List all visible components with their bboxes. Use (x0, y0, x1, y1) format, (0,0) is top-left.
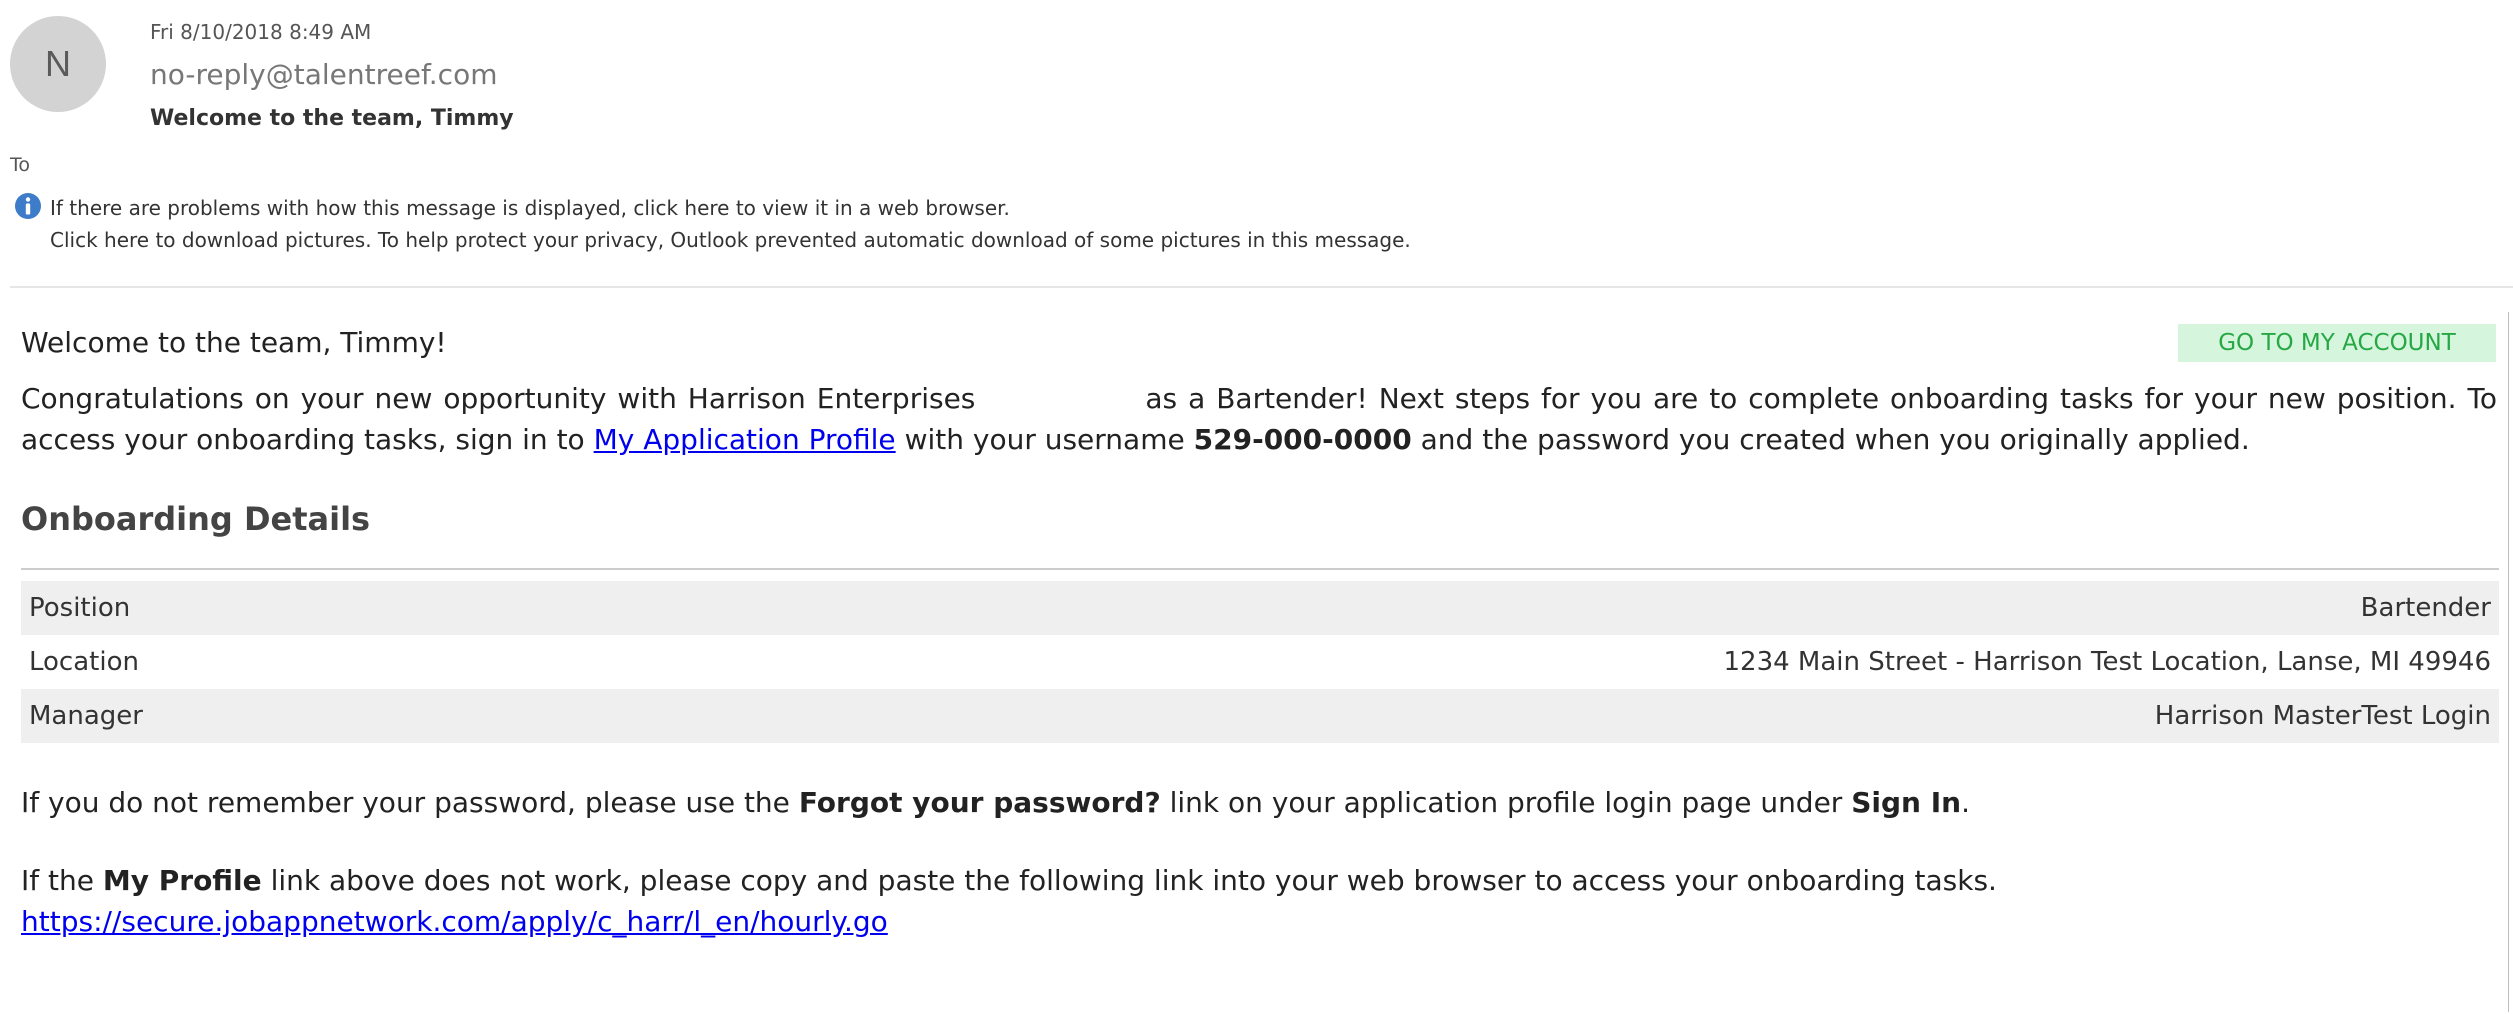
forgot-password-label: Forgot your password? (798, 786, 1161, 819)
greeting-text: Welcome to the team, Timmy! (21, 326, 447, 359)
detail-value: Harrison MasterTest Login (2154, 701, 2491, 731)
message-date: Fri 8/10/2018 8:49 AM (150, 20, 372, 44)
view-in-browser-notice[interactable]: If there are problems with how this message is displayed, click here to view it in a web browser. (50, 196, 1010, 220)
header-divider (10, 286, 2513, 288)
detail-row-manager (21, 689, 2499, 743)
myprofile-text-1: If the (21, 864, 94, 897)
username-value: 529-000-0000 (1193, 423, 1412, 456)
detail-label: Position (29, 593, 131, 623)
detail-label: Location (29, 647, 139, 677)
myprofile-text-2: link above does not work, please copy and paste the following link into your web browser to access your onboarding tasks. (270, 864, 1997, 897)
forgot-text-3: . (1961, 786, 1970, 819)
forgot-text-1: If you do not remember your password, please use the (21, 786, 790, 819)
congrats-text-4: and the password you created when you originally applied. (1420, 423, 2250, 456)
detail-label: Manager (29, 701, 143, 731)
scroll-edge (2508, 312, 2513, 1012)
congrats-text-3: with your username (904, 423, 1185, 456)
detail-value: 1234 Main Street - Harrison Test Location, Lanse, MI 49946 (1723, 647, 2491, 677)
detail-value: Bartender (2360, 593, 2491, 623)
my-profile-label: My Profile (102, 864, 262, 897)
forgot-text-2: link on your application profile login page under (1169, 786, 1843, 819)
detail-row-position (21, 581, 2499, 635)
congrats-text-2: as a Bartender! Next steps for you are to complete onboarding tasks for your new position. To access your onboarding tasks, sign in to (21, 382, 2498, 456)
message-subject: Welcome to the team, Timmy (150, 106, 514, 131)
message-header (0, 0, 2513, 290)
congrats-text-1: Congratulations on your new opportunity with Harrison Enterprises (21, 382, 976, 415)
onboarding-url-link[interactable]: https://secure.jobappnetwork.com/apply/c_harr/l_en/hourly.go (21, 905, 888, 938)
my-application-profile-link[interactable]: My Application Profile (593, 423, 896, 456)
forgot-password-paragraph (21, 786, 1970, 819)
onboarding-divider (21, 568, 2499, 570)
detail-row-location (21, 635, 2499, 689)
download-pictures-notice[interactable]: Click here to download pictures. To help protect your privacy, Outlook prevented automatic download of some pictures in this message. (50, 228, 1411, 252)
to-label: To (10, 154, 31, 176)
onboarding-details-table (21, 581, 2499, 743)
info-icon (14, 192, 42, 220)
congratulations-paragraph (21, 378, 2497, 460)
onboarding-details-heading: Onboarding Details (21, 500, 371, 538)
sign-in-label: Sign In (1851, 786, 1962, 819)
sender-avatar: N (10, 16, 106, 112)
go-to-my-account-button[interactable]: GO TO MY ACCOUNT (2178, 324, 2496, 362)
sender-address[interactable]: no-reply@talentreef.com (150, 58, 498, 91)
my-profile-paragraph (21, 864, 1997, 897)
